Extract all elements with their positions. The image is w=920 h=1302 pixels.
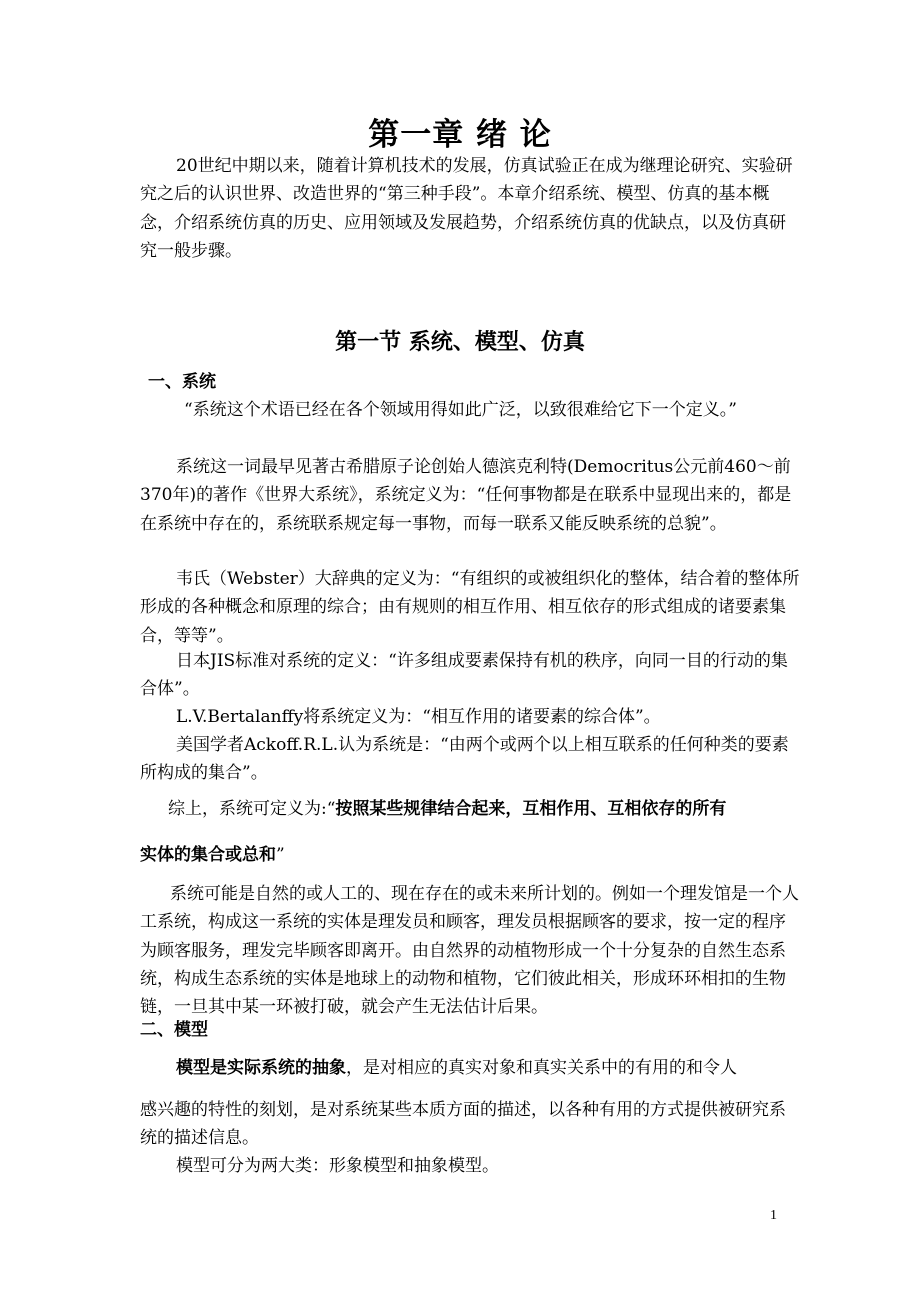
summary-prefix: 综上，系统可定义为:“ — [168, 799, 336, 819]
system-summary-line1 — [168, 795, 808, 823]
system-quote: “系统这个术语已经在各个领域用得如此广泛，以致很难给它下一个定义。” — [184, 400, 737, 420]
system-summary-line2 — [140, 841, 800, 869]
model-definition-line1 — [140, 1054, 800, 1082]
summary-definition-part2: 实体的集合或总和 — [140, 845, 276, 865]
model-definition-line2: 感兴趣的特性的刻划，是对系统某些本质方面的描述，以各种有用的方式提供被研究系统的描述信息。 — [140, 1100, 786, 1149]
system-example: 系统可能是自然的或人工的、现在存在的或未来所计划的。例如一个理发馆是一个人工系统，构成这一系统的实体是理发员和顾客，理发员根据顾客的要求，按一定的程序为顾客服务，理发完毕顾客即离开。由自然界的动植物形成一个十分复杂的自然生态系统，构成生态系统的实体是地球上的动物和植物，它们彼此相关，形成环环相扣的生物链，一旦其中某一环被打破，就会产生无法估计后果。 — [140, 884, 799, 1018]
model-types: 模型可分为两大类：形象模型和抽象模型。 — [176, 1156, 499, 1176]
system-jis: 日本JIS标准对系统的定义：“许多组成要素保持有机的秩序，向同一目的行动的集合体”。 — [140, 651, 788, 700]
summary-suffix: ” — [276, 845, 285, 865]
system-democritus: 系统这一词最早见著古希腊原子论创始人德滨克利特(Democritus公元前460～前370年)的著作《世界大系统》，系统定义为：“任何事物都是在联系中显现出来的，都是在系统中存在的，系统联系规定每一事物，而每一联系又能反映系统的总貌”。 — [140, 457, 792, 534]
system-ackoff: 美国学者Ackoff.R.L.认为系统是：“由两个或两个以上相互联系的任何种类的要素所构成的集合”。 — [140, 735, 789, 784]
chapter-title: 第一章 绪 论 — [368, 117, 552, 153]
system-bertalanffy: L.V.Bertalanffy将系统定义为：“相互作用的诸要素的综合体”。 — [176, 707, 661, 727]
heading-model: 二、模型 — [140, 1020, 208, 1040]
page-number: 1 — [770, 1208, 777, 1223]
summary-definition-part1: 按照某些规律结合起来，互相作用、互相依存的所有 — [335, 799, 727, 819]
chapter-intro: 20世纪中期以来，随着计算机技术的发展，仿真试验正在成为继理论研究、实验研究之后的认识世界、改造世界的“第三种手段”。本章介绍系统、模型、仿真的基本概念，介绍系统仿真的历史、应用领域及发展趋势，介绍系统仿真的优缺点，以及仿真研究一般步骤。 — [140, 156, 793, 261]
section-title: 第一节 系统、模型、仿真 — [335, 330, 585, 355]
system-webster: 韦氏（Webster）大辞典的定义为：“有组织的或被组织化的整体，结合着的整体所形成的各种概念和原理的综合；由有规则的相互作用、相互依存的形式组成的诸要素集合，等等”。 — [140, 569, 800, 646]
heading-system: 一、系统 — [148, 372, 216, 392]
model-definition-rest: ，是对相应的真实对象和真实关系中的有用的和令人 — [346, 1058, 737, 1078]
model-definition-bold: 模型是实际系统的抽象 — [176, 1058, 346, 1078]
